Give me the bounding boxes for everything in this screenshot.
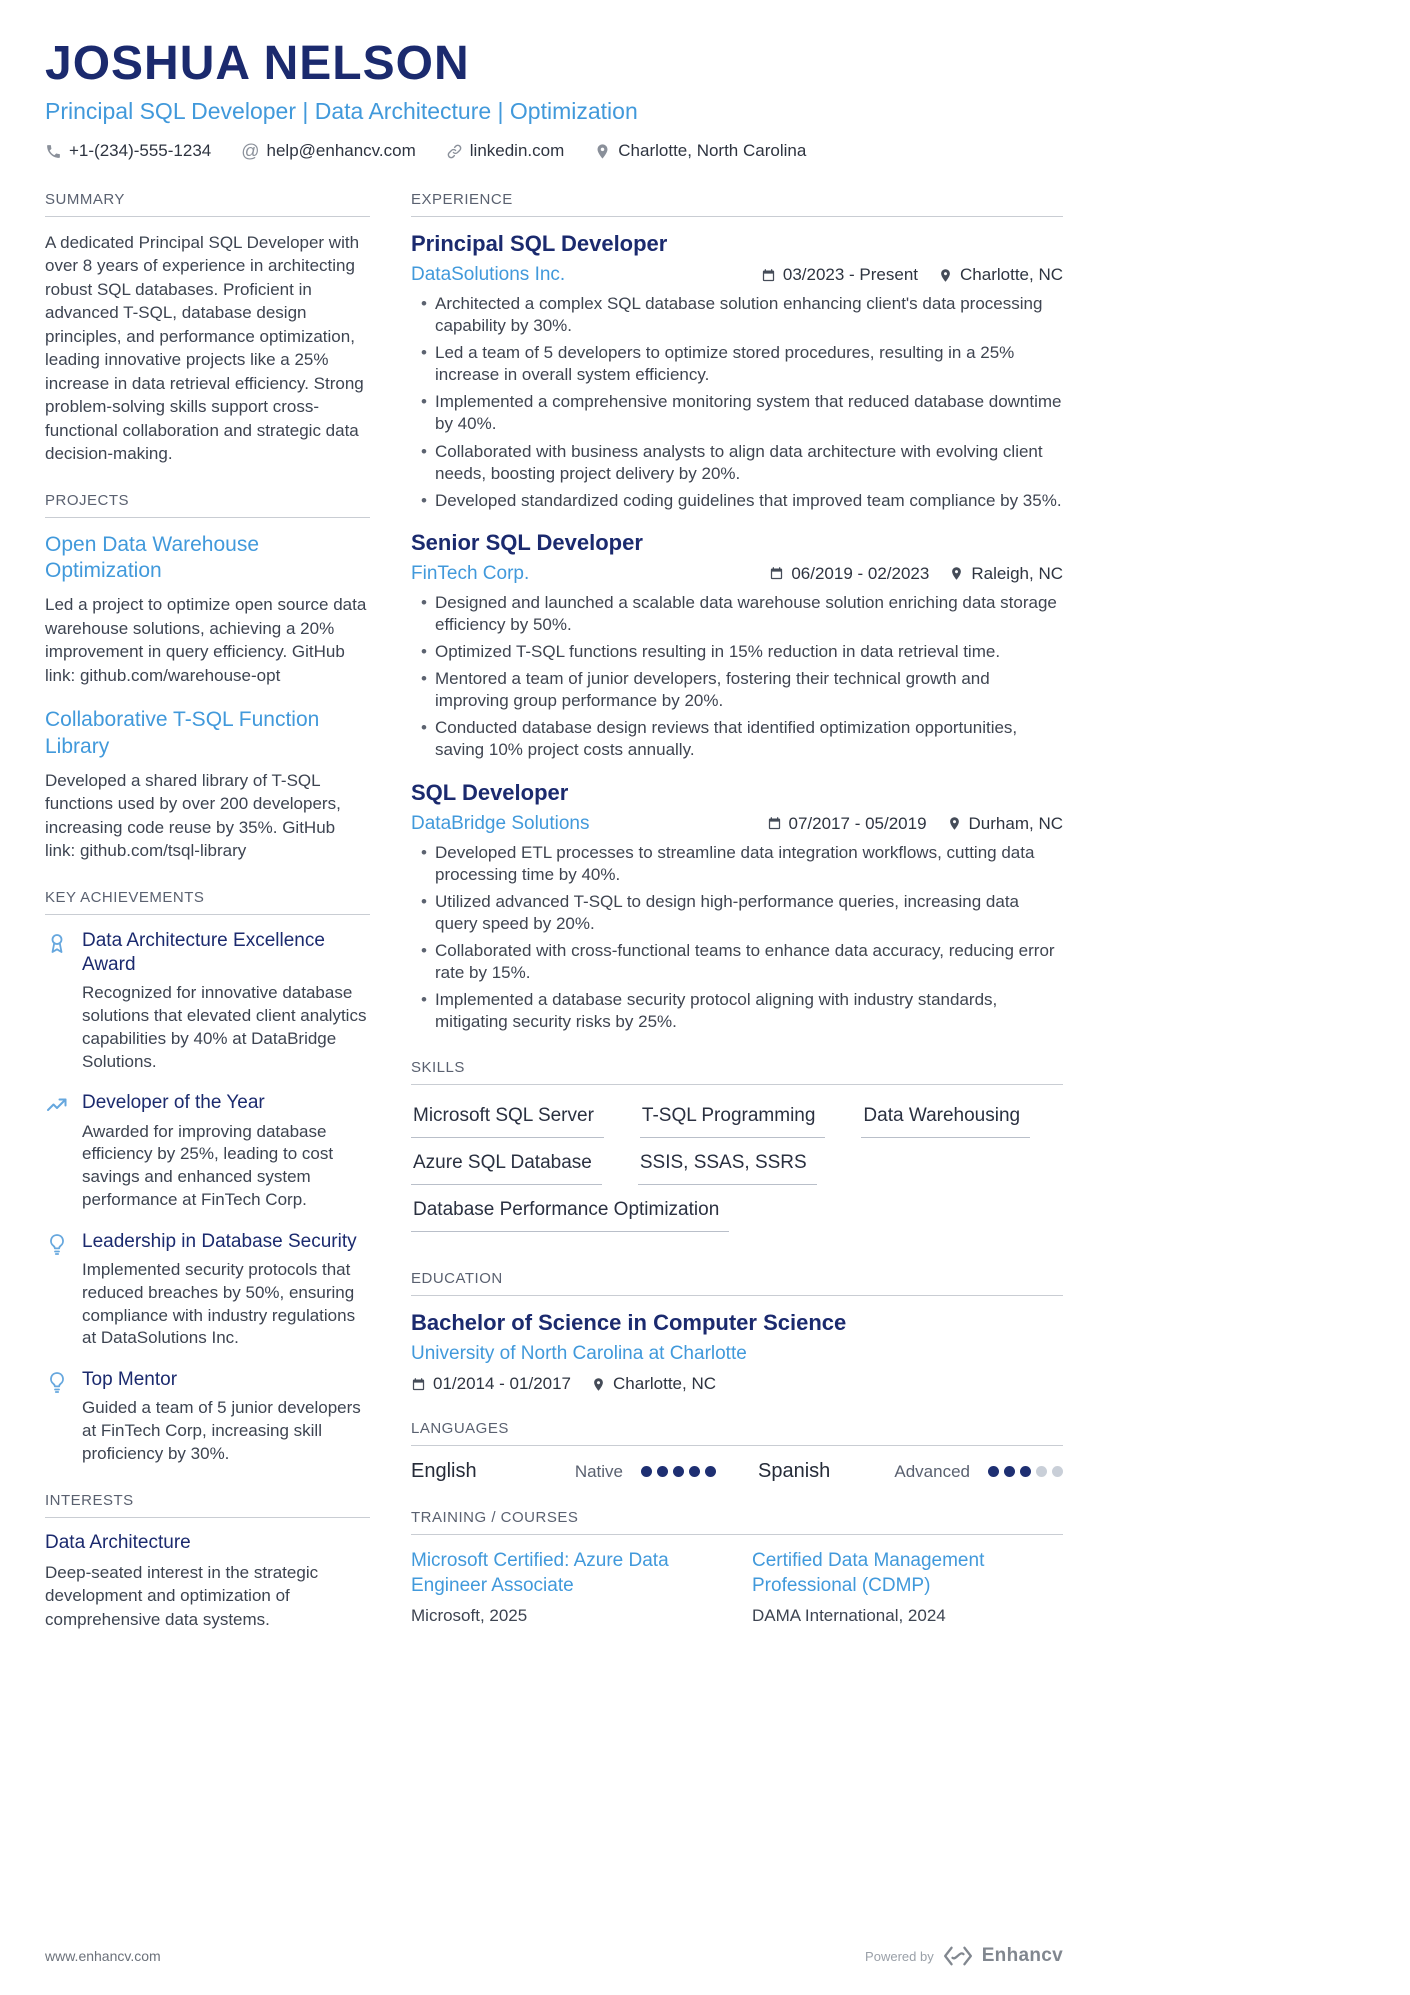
location-pin-icon (938, 268, 953, 283)
contact-website-text: linkedin.com (469, 141, 565, 160)
bullet-item: • Developed standardized coding guidelines that improved team compliance by 35%. (421, 490, 1063, 512)
language-level: Native (574, 1461, 623, 1481)
project-description: Developed a shared library of T-SQL functions used by over 200 developers, increasing code reuse by 35%. GitHub link: github.com/tsql-library (45, 770, 341, 861)
job-title: Principal SQL Developer (411, 231, 668, 256)
language-level-group (575, 1462, 716, 1482)
bullet-item: • Conducted database design reviews that identified optimization opportunities, saving 10% project costs annually. (421, 717, 1063, 761)
enhancv-logo-icon (943, 1945, 973, 1967)
job-location-text: Charlotte, NC (960, 265, 1063, 284)
location-pin-icon (594, 143, 611, 160)
language-proficiency-dots (641, 1466, 716, 1477)
right-column (411, 191, 1063, 1657)
skill-item: Microsoft SQL Server (411, 1103, 604, 1138)
course-item (752, 1549, 1063, 1625)
skills-section (411, 1059, 1063, 1244)
footer-website: www.enhancv.com (45, 1948, 161, 1964)
enhancv-brand-text: Enhancv (981, 1945, 1063, 1966)
summary-section (45, 191, 370, 466)
interests-section (45, 1492, 370, 1631)
page-footer (45, 1945, 1063, 1967)
job-meta-row (411, 563, 1063, 585)
calendar-icon (769, 566, 784, 581)
course-title: Certified Data Management Professional (CDMP) (752, 1550, 985, 1596)
degree-title: Bachelor of Science in Computer Science (411, 1310, 847, 1336)
experience-section (411, 191, 1063, 1033)
link-icon (446, 143, 463, 160)
projects-section (45, 492, 370, 863)
interest-title: Data Architecture (45, 1531, 191, 1553)
section-heading-skills: SKILLS (411, 1059, 1063, 1085)
calendar-icon (411, 1377, 426, 1392)
language-name: Spanish (758, 1460, 831, 1483)
education-location-text: Charlotte, NC (613, 1374, 716, 1394)
bullet-item: • Developed ETL processes to streamline data integration workflows, cutting data processing time by 40%. (421, 842, 1063, 886)
education-dates-text: 01/2014 - 01/2017 (433, 1374, 572, 1394)
course-provider: DAMA International, 2024 (752, 1605, 946, 1625)
job-date-location (769, 564, 1063, 584)
job-location-text: Raleigh, NC (971, 563, 1063, 583)
experience-bullets (411, 592, 1063, 762)
award-icon (45, 931, 69, 955)
language-proficiency-dots (988, 1466, 1063, 1477)
job-title: Senior SQL Developer (411, 529, 643, 555)
achievement-description: Guided a team of 5 junior developers at FinTech Corp, increasing skill proficiency by 30%. (82, 1398, 361, 1463)
project-item (45, 707, 370, 863)
skill-item: Database Performance Optimization (411, 1197, 729, 1232)
section-heading-education: EDUCATION (411, 1270, 1063, 1296)
training-grid (411, 1549, 1063, 1625)
contact-website[interactable] (446, 141, 565, 161)
job-dates-text: 06/2019 - 02/2023 (791, 563, 930, 583)
section-heading-training: TRAINING / COURSES (411, 1509, 1063, 1535)
bullet-item: • Optimized T-SQL functions resulting in 15% reduction in data retrieval time. (421, 641, 1063, 663)
course-title: Microsoft Certified: Azure Data Engineer Associate (411, 1550, 669, 1596)
headline: Principal SQL Developer | Data Architecture | Optimization (45, 98, 638, 124)
bullet-item: • Utilized advanced T-SQL to design high-performance queries, increasing data query speed by 20%. (421, 891, 1063, 935)
achievement-description: Implemented security protocols that reduced breaches by 50%, ensuring compliance with industry regulations at DataSolutions Inc. (82, 1260, 356, 1348)
achievement-description: Recognized for innovative database solutions that elevated client analytics capabilities by 40% at DataBridge Solutions. (82, 983, 367, 1071)
achievement-body (82, 1368, 370, 1466)
job-dates (767, 814, 927, 834)
summary-text: A dedicated Principal SQL Developer with over 8 years of experience in architecting robust SQL databases. Proficient in advanced T-SQL, database design principles, and performance optimization, leading innovative projects like a 25% increase in data retrieval efficiency. Strong problem-solving skills support cross-functional collaboration and strategic data decision-making. (45, 233, 364, 464)
section-heading-languages: LANGUAGES (411, 1420, 1063, 1446)
location-pin-icon (949, 566, 964, 581)
two-column-layout (45, 191, 1063, 1657)
company-name: DataBridge Solutions (411, 812, 590, 834)
experience-bullets (411, 293, 1063, 512)
achievement-item (45, 929, 370, 1074)
project-title: Collaborative T-SQL Function Library (45, 708, 320, 758)
job-dates (761, 265, 918, 285)
contact-email-text: help@enhancv.com (266, 141, 416, 160)
school-name: University of North Carolina at Charlotte (411, 1343, 747, 1365)
interest-description: Deep-seated interest in the strategic development and optimization of comprehensive data systems. (45, 1562, 319, 1629)
key-achievements-section (45, 889, 370, 1466)
achievement-title: Leadership in Database Security (82, 1230, 357, 1252)
idea-icon (45, 1232, 69, 1256)
language-level: Advanced (894, 1461, 970, 1481)
at-icon: @ (241, 141, 260, 161)
job-title: SQL Developer (411, 779, 569, 805)
experience-item (411, 530, 1063, 762)
languages-section (411, 1420, 1063, 1483)
training-section (411, 1509, 1063, 1625)
language-level-group (894, 1462, 1063, 1482)
bullet-item: • Implemented a comprehensive monitoring system that reduced database downtime by 40%. (421, 391, 1063, 435)
calendar-icon (761, 268, 776, 283)
trending-up-icon (45, 1093, 69, 1117)
language-name: English (411, 1460, 477, 1483)
skill-item: Data Warehousing (861, 1103, 1030, 1138)
project-description: Led a project to optimize open source data warehouse solutions, achieving a 20% improvement in query efficiency. GitHub link: github.com/warehouse-opt (45, 595, 367, 685)
bullet-item: • Implemented a database security protocol aligning with industry standards, mitigating security risks by 25%. (421, 989, 1063, 1033)
job-date-location (767, 814, 1063, 834)
contact-row (45, 141, 1063, 161)
job-dates-text: 03/2023 - Present (782, 265, 919, 284)
location-pin-icon (591, 1377, 606, 1392)
job-location-text: Durham, NC (968, 813, 1063, 833)
experience-bullets (411, 842, 1063, 1034)
achievement-body (82, 929, 370, 1074)
achievement-item (45, 1091, 370, 1211)
education-meta-row (411, 1374, 1063, 1394)
language-item (758, 1460, 1063, 1483)
job-date-location (761, 265, 1063, 285)
education-section (411, 1270, 1063, 1394)
job-dates (769, 564, 929, 584)
section-heading-summary: SUMMARY (45, 191, 370, 217)
skill-item: T-SQL Programming (640, 1103, 826, 1138)
job-meta-row (411, 264, 1063, 286)
phone-icon (45, 143, 62, 160)
resume-header (45, 36, 1063, 161)
interest-item (45, 1532, 370, 1631)
bullet-item: • Mentored a team of junior developers, fostering their technical growth and improving group performance by 20%. (421, 668, 1063, 712)
left-column (45, 191, 370, 1657)
achievement-item (45, 1368, 370, 1466)
calendar-icon (767, 816, 782, 831)
achievement-title: Developer of the Year (82, 1092, 265, 1114)
bullet-item: • Designed and launched a scalable data warehouse solution enriching data storage efficiency by 50%. (421, 592, 1063, 636)
experience-item (411, 780, 1063, 1034)
course-provider: Microsoft, 2025 (411, 1605, 528, 1625)
experience-item (411, 231, 1063, 512)
section-heading-experience: EXPERIENCE (411, 191, 1063, 217)
achievement-description: Awarded for improving database efficiency by 25%, leading to cost savings and enhanced system performance at FinTech Corp. (82, 1121, 334, 1209)
language-item (411, 1460, 758, 1483)
achievement-item (45, 1230, 370, 1350)
contact-phone-text: +1-(234)-555-1234 (69, 141, 212, 160)
achievement-title: Data Architecture Excellence Award (82, 929, 325, 975)
section-heading-achievements: KEY ACHIEVEMENTS (45, 889, 370, 915)
section-heading-interests: INTERESTS (45, 1492, 370, 1518)
skill-item: SSIS, SSAS, SSRS (638, 1150, 817, 1185)
skills-list (411, 1099, 1063, 1244)
bullet-item: • Architected a complex SQL database solution enhancing client's data processing capability by 30%. (421, 293, 1063, 337)
languages-row (411, 1460, 1063, 1483)
contact-phone[interactable] (45, 141, 211, 161)
powered-by-group (865, 1945, 1063, 1967)
achievement-title: Top Mentor (82, 1369, 178, 1391)
achievement-body (82, 1230, 370, 1350)
education-dates (411, 1374, 571, 1394)
contact-location-text: Charlotte, North Carolina (618, 141, 807, 160)
bullet-item: • Collaborated with cross-functional teams to enhance data accuracy, reducing error rate by 15%. (421, 940, 1063, 984)
job-location (949, 564, 1063, 584)
project-item (45, 532, 370, 688)
course-item (411, 1549, 722, 1625)
bullet-item: • Collaborated with business analysts to align data architecture with evolving client needs, boosting project delivery by 20%. (421, 441, 1063, 485)
person-name: JOSHUA NELSON (45, 37, 470, 90)
idea-icon (45, 1370, 69, 1394)
job-meta-row (411, 813, 1063, 835)
skill-item: Azure SQL Database (411, 1150, 602, 1185)
job-location (947, 814, 1063, 834)
bullet-item: • Led a team of 5 developers to optimize stored procedures, resulting in a 25% increase in overall system efficiency. (421, 342, 1063, 386)
achievement-body (82, 1091, 370, 1211)
project-title: Open Data Warehouse Optimization (45, 532, 260, 583)
powered-by-label: Powered by (865, 1948, 934, 1964)
company-name: DataSolutions Inc. (411, 264, 566, 285)
contact-email[interactable] (241, 141, 416, 161)
location-pin-icon (947, 816, 962, 831)
education-location (591, 1374, 716, 1394)
job-dates-text: 07/2017 - 05/2019 (788, 813, 927, 833)
company-name: FinTech Corp. (411, 562, 530, 584)
contact-location (594, 141, 806, 161)
job-location (938, 265, 1063, 285)
section-heading-projects: PROJECTS (45, 492, 370, 518)
